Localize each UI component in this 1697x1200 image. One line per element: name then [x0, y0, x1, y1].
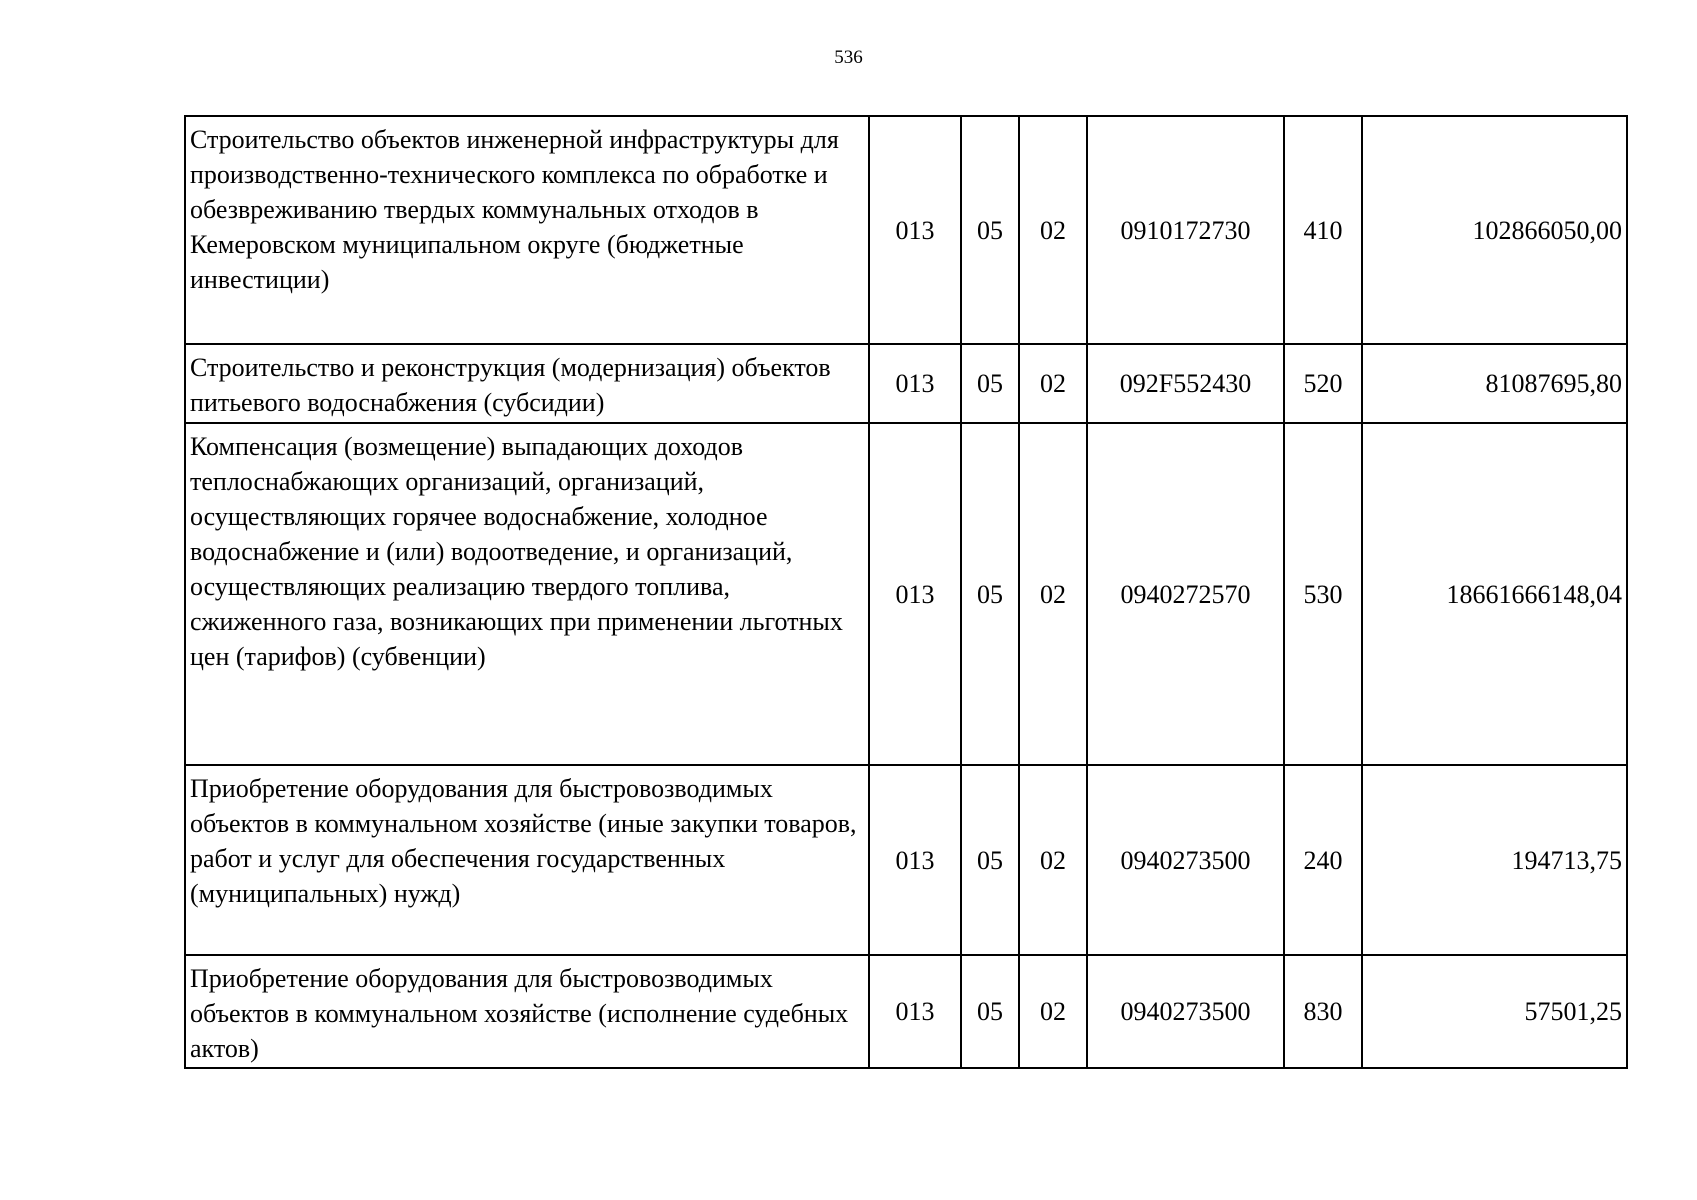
- row-section: 05: [961, 765, 1019, 955]
- table-row: [185, 765, 1627, 955]
- row-description: Строительство и реконструкция (модернизация) объектов питьевого водоснабжения (субсидии): [185, 344, 869, 423]
- row-target-code: 0910172730: [1087, 116, 1284, 344]
- table-row: [185, 955, 1627, 1068]
- row-description: Приобретение оборудования для быстровозводимых объектов в коммунальном хозяйстве (исполнение судебных актов): [185, 955, 869, 1068]
- row-subsection: 02: [1019, 765, 1087, 955]
- row-target-code: 0940273500: [1087, 955, 1284, 1068]
- row-target-code: 0940272570: [1087, 423, 1284, 765]
- row-amount: 194713,75: [1362, 765, 1627, 955]
- row-description: Приобретение оборудования для быстровозводимых объектов в коммунальном хозяйстве (иные закупки товаров, работ и услуг для обеспечения государственных (муниципальных) нужд): [185, 765, 869, 955]
- row-amount: 18661666148,04: [1362, 423, 1627, 765]
- table-row: [185, 116, 1627, 344]
- row-subsection: 02: [1019, 344, 1087, 423]
- table-row: [185, 344, 1627, 423]
- row-section: 05: [961, 955, 1019, 1068]
- table-row: [185, 423, 1627, 765]
- row-org-code: 013: [869, 116, 961, 344]
- row-section: 05: [961, 423, 1019, 765]
- row-org-code: 013: [869, 765, 961, 955]
- row-expense-type: 530: [1284, 423, 1362, 765]
- row-expense-type: 410: [1284, 116, 1362, 344]
- budget-table: [184, 115, 1628, 1069]
- row-amount: 57501,25: [1362, 955, 1627, 1068]
- row-org-code: 013: [869, 423, 961, 765]
- row-description: Строительство объектов инженерной инфраструктуры для производственно-технического комплекса по обработке и обезвреживанию твердых коммунальных отходов в Кемеровском муниципальном округе (бюджетные инвестиции): [185, 116, 869, 344]
- row-amount: 102866050,00: [1362, 116, 1627, 344]
- row-target-code: 0940273500: [1087, 765, 1284, 955]
- row-section: 05: [961, 344, 1019, 423]
- row-expense-type: 240: [1284, 765, 1362, 955]
- row-subsection: 02: [1019, 955, 1087, 1068]
- row-org-code: 013: [869, 344, 961, 423]
- page-number: 536: [834, 47, 863, 68]
- row-expense-type: 830: [1284, 955, 1362, 1068]
- row-section: 05: [961, 116, 1019, 344]
- row-subsection: 02: [1019, 116, 1087, 344]
- row-amount: 81087695,80: [1362, 344, 1627, 423]
- row-org-code: 013: [869, 955, 961, 1068]
- row-target-code: 092F552430: [1087, 344, 1284, 423]
- row-description: Компенсация (возмещение) выпадающих доходов теплоснабжающих организаций, организаций, осуществляющих горячее водоснабжение, холодное водоснабжение и (или) водоотведение, и организаций, осуществляющих реализацию твердого топлива, сжиженного газа, возникающих при применении льготных цен (тарифов) (субвенции): [185, 423, 869, 765]
- row-subsection: 02: [1019, 423, 1087, 765]
- row-expense-type: 520: [1284, 344, 1362, 423]
